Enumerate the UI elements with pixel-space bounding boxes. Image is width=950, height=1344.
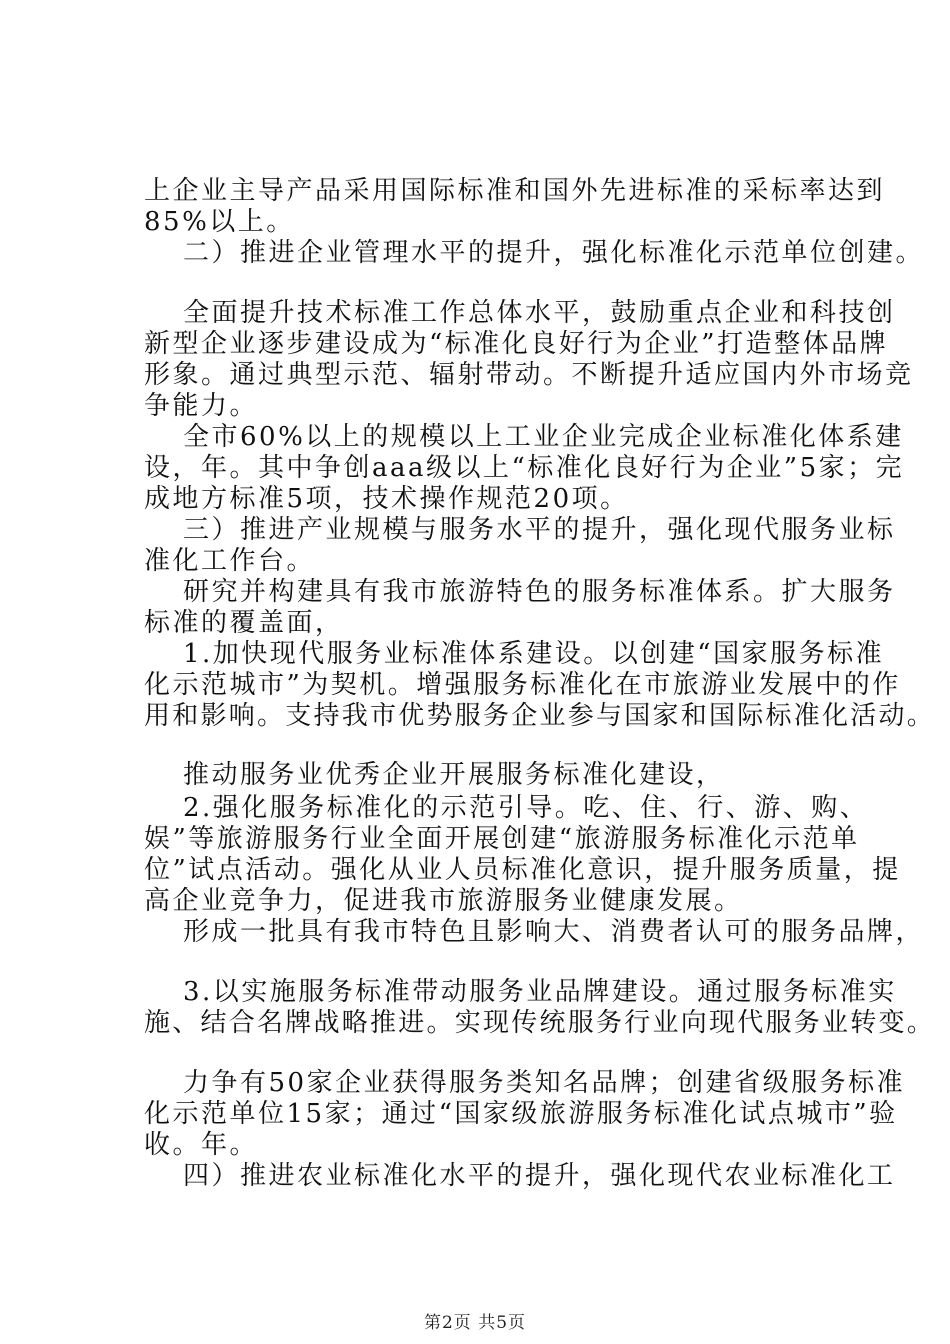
heading-section-2: 二）推进企业管理水平的提升，强化标准化示范单位创建。 bbox=[183, 238, 925, 268]
text-line-28: 收。年。 bbox=[144, 1130, 259, 1160]
text-line-4: 全面提升技术标准工作总体水平，鼓励重点企业和科技创 bbox=[183, 298, 896, 328]
list-item-2: 2.强化服务标准化的示范引导。吃、住、行、游、购、 bbox=[183, 793, 869, 823]
text-line-9: 设，年。其中争创aaa级以上“标准化良好行为企业”5家；完 bbox=[144, 453, 905, 483]
text-line-13: 研究并构建具有我市旅游特色的服务标准体系。扩大服务 bbox=[183, 577, 896, 607]
text-line-6: 形象。通过典型示范、辐射带动。不断提升适应国内外市场竞 bbox=[144, 360, 914, 390]
text-line-20: 娱”等旅游服务行业全面开展创建“旅游服务标准化示范单 bbox=[144, 824, 860, 854]
text-line-5: 新型企业逐步建设成为“标准化良好行为企业”打造整体品牌 bbox=[144, 329, 889, 359]
text-line-26: 力争有50家企业获得服务类知名品牌；创建省级服务标准 bbox=[183, 1068, 906, 1098]
heading-section-3: 三）推进产业规模与服务水平的提升，强化现代服务业标 bbox=[183, 515, 896, 545]
page-footer: 第2页 共5页 bbox=[423, 1313, 527, 1333]
text-line-23: 形成一批具有我市特色且影响大、消费者认可的服务品牌， bbox=[183, 917, 925, 947]
text-line-12: 准化工作台。 bbox=[144, 546, 316, 576]
text-line-25: 施、结合名牌战略推进。实现传统服务行业向现代服务业转变。 bbox=[144, 1008, 936, 1038]
text-line-10: 成地方标准5项，技术操作规范20项。 bbox=[144, 484, 629, 514]
list-item-3: 3.以实施服务标准带动服务业品牌建设。通过服务标准实 bbox=[183, 977, 897, 1007]
text-line-17: 用和影响。支持我市优势服务企业参与国家和国际标准化活动。 bbox=[144, 701, 936, 731]
text-line-22: 高企业竞争力，促进我市旅游服务业健康发展。 bbox=[144, 886, 743, 916]
text-line-1: 上企业主导产品采用国际标准和国外先进标准的采标率达到 bbox=[144, 176, 886, 206]
text-line-8: 全市60%以上的规模以上工业企业完成企业标准化体系建 bbox=[183, 422, 904, 452]
text-line-18: 推动服务业优秀企业开展服务标准化建设， bbox=[183, 760, 725, 790]
list-item-1: 1.加快现代服务业标准体系建设。以创建“国家服务标准 bbox=[183, 639, 885, 669]
text-line-14: 标准的覆盖面， bbox=[144, 608, 344, 638]
heading-section-4: 四）推进农业标准化水平的提升，强化现代农业标准化工 bbox=[183, 1161, 896, 1191]
text-line-21: 位”试点活动。强化从业人员标准化意识，提升服务质量，提 bbox=[144, 855, 901, 885]
text-line-16: 化示范城市”为契机。增强服务标准化在市旅游业发展中的作 bbox=[144, 670, 901, 700]
text-line-2: 85%以上。 bbox=[144, 207, 295, 237]
text-line-7: 争能力。 bbox=[144, 391, 259, 421]
text-line-27: 化示范单位15家；通过“国家级旅游服务标准化试点城市”验 bbox=[144, 1099, 898, 1129]
